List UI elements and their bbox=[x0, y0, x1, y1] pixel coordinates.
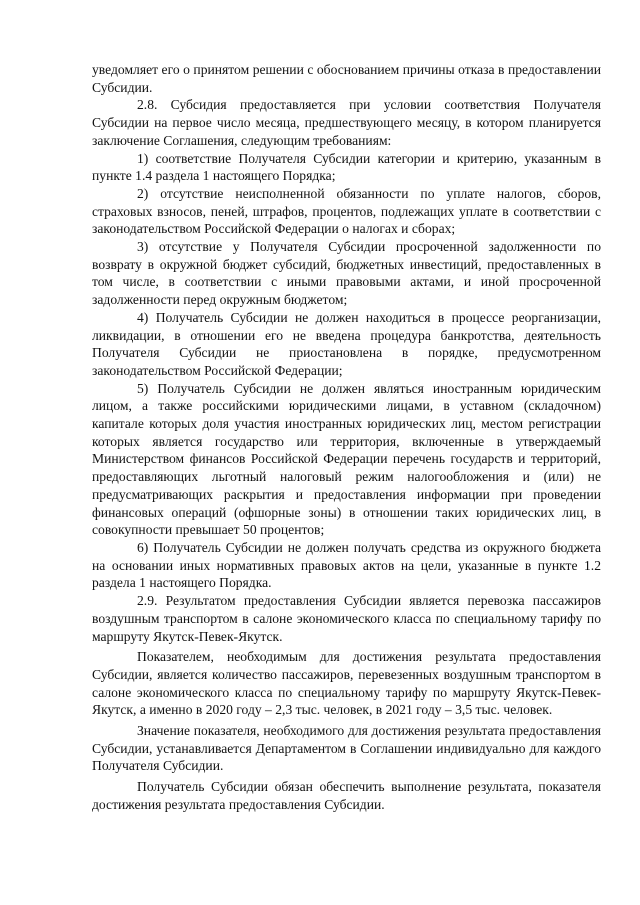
paragraph-requirement-4: 4) Получатель Субсидии не должен находиться в процессе реорганизации, ликвидации, в отношении его не введена процедура банкротства, деятельность Получателя Субсидии не приостановлена в порядке, предусмотренном законодательством Российской Федерации; bbox=[92, 309, 601, 378]
paragraph-continuation: уведомляет его о принятом решении с обоснованием причины отказа в предоставлении Субсидии. bbox=[92, 62, 601, 95]
document-body bbox=[92, 61, 601, 814]
paragraph-requirement-1: 1) соответствие Получателя Субсидии категории и критерию, указанным в пункте 1.4 раздела 1 настоящего Порядка; bbox=[92, 150, 601, 184]
paragraph-indicator-value: Значение показателя, необходимого для достижения результата предоставления Субсидии, устанавливается Департаментом в Соглашении индивидуально для каждого Получателя Субсидии. bbox=[92, 723, 601, 774]
paragraph-obligation: Получатель Субсидии обязан обеспечить выполнение результата, показателя достижения результата предоставления Субсидии. bbox=[92, 779, 601, 812]
paragraph-indicator: Показателем, необходимым для достижения результата предоставления Субсидии, является количество пассажиров, перевезенных воздушным транспортом в салоне экономического класса по специальному тарифу по маршруту Якутск-Певек-Якутск, а именно в 2020 году – 2,3 тыс. человек, в 2021 году – 3,5 тыс. человек. bbox=[92, 649, 601, 718]
paragraph-clause-2-9: 2.9. Результатом предоставления Субсидии является перевозка пассажиров воздушным транспортом в салоне экономического класса по специальному тарифу по маршруту Якутск-Певек-Якутск. bbox=[92, 593, 601, 644]
paragraph-requirement-3: 3) отсутствие у Получателя Субсидии просроченной задолженности по возврату в окружной бюджет субсидий, бюджетных инвестиций, предоставленных в том числе, в соответствии с иными правовыми актами, и иной просроченной задолженности перед окружным бюджетом; bbox=[92, 239, 601, 308]
paragraph-clause-2-8: 2.8. Субсидия предоставляется при условии соответствия Получателя Субсидии на первое число месяца, предшествующего месяцу, в котором планируется заключение Соглашения, следующим требованиям: bbox=[92, 97, 601, 148]
paragraph-requirement-6: 6) Получатель Субсидии не должен получать средства из окружного бюджета на основании иных нормативных правовых актов на цели, указанные в пункте 1.2 раздела 1 настоящего Порядка. bbox=[92, 539, 601, 591]
paragraph-requirement-5: 5) Получатель Субсидии не должен являться иностранным юридическим лицом, а также российскими юридическими лицами, в уставном (складочном) капитале которых доля участия иностранных юридических лиц, местом регистрации которых является государство или территория, включенные в утверждаемый Министерством финансов Российской Федерации перечень государств и территорий, предоставляющих льготный налоговый режим налогообложения и (или) не предусматривающих раскрытия и предоставления информации при проведении финансовых операций (офшорные зоны) в отношении таких юридических лиц, в совокупности превышает 50 процентов; bbox=[92, 380, 601, 538]
paragraph-requirement-2: 2) отсутствие неисполненной обязанности по уплате налогов, сборов, страховых взносов, пеней, штрафов, процентов, подлежащих уплате в соответствии с законодательством Российской Федерации о налогах и сборах; bbox=[92, 185, 601, 237]
